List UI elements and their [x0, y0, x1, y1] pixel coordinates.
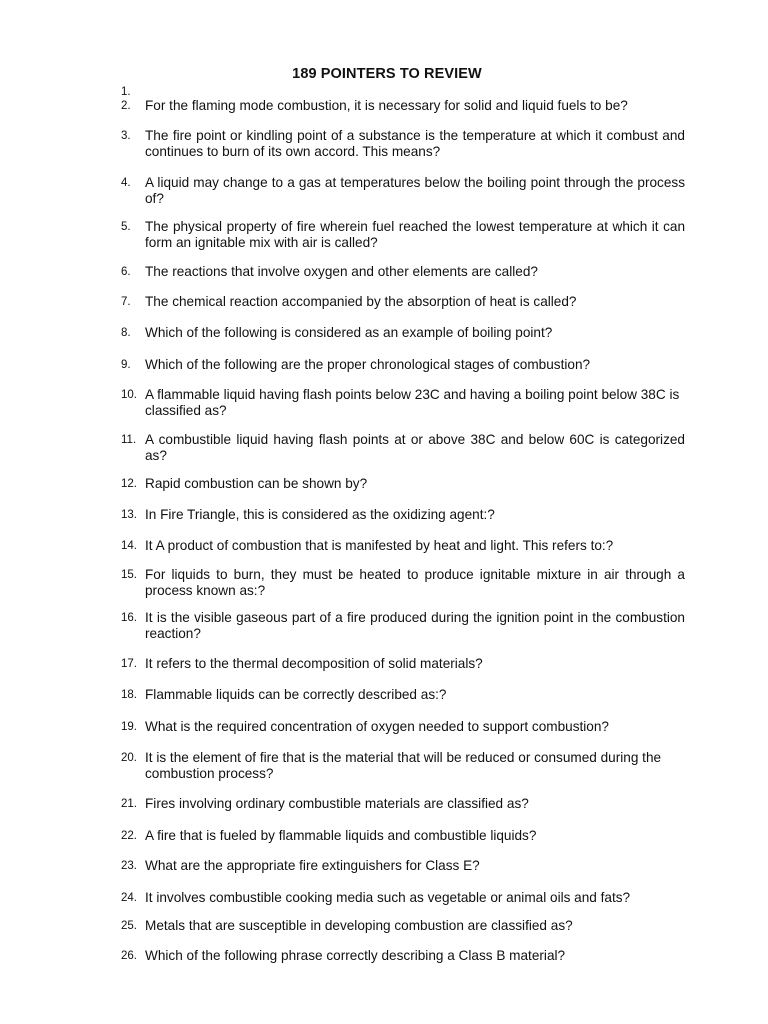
list-item — [121, 219, 685, 250]
list-item — [121, 128, 685, 159]
item-number: 8. — [121, 327, 131, 339]
item-number: 6. — [121, 266, 131, 278]
item-text: The chemical reaction accompanied by the absorption of heat is called? — [145, 294, 577, 309]
item-text: A liquid may change to a gas at temperatures below the boiling point through the process of? — [145, 175, 685, 206]
list-item — [121, 719, 685, 735]
list-item — [121, 687, 685, 703]
list-item — [121, 325, 685, 341]
item-number: 24. — [121, 892, 137, 904]
item-text: It A product of combustion that is manifested by heat and light. This refers to:? — [145, 538, 614, 553]
item-number: 20. — [121, 752, 137, 764]
list-item — [121, 98, 685, 114]
item-text: It is the element of fire that is the material that will be reduced or consumed during the combustion process? — [145, 750, 662, 781]
item-number: 19. — [121, 721, 137, 733]
list-item — [121, 610, 685, 641]
list-item — [121, 264, 685, 280]
item-text: It refers to the thermal decomposition of solid materials? — [145, 656, 483, 671]
list-item — [121, 357, 685, 373]
item-text: Fires involving ordinary combustible materials are classified as? — [145, 796, 529, 811]
item-text: For the flaming mode combustion, it is necessary for solid and liquid fuels to be? — [145, 98, 628, 113]
item-number: 14. — [121, 540, 137, 552]
item-number: 26. — [121, 950, 137, 962]
document-title: 189 POINTERS TO REVIEW — [292, 66, 482, 82]
item-text: A fire that is fueled by flammable liquids and combustible liquids? — [145, 828, 537, 843]
list-item — [121, 890, 685, 906]
list-item — [121, 476, 685, 492]
list-item — [121, 858, 685, 874]
item-text: It is the visible gaseous part of a fire produced during the ignition point in the combustion reaction? — [145, 610, 685, 641]
item-text: What is the required concentration of oxygen needed to support combustion? — [145, 719, 609, 734]
list-item — [121, 538, 685, 554]
item-number: 4. — [121, 177, 131, 189]
item-number: 3. — [121, 130, 131, 142]
item-text: Which of the following phrase correctly describing a Class B material? — [145, 948, 566, 963]
item-number: 9. — [121, 359, 131, 371]
item-number: 11. — [121, 434, 137, 446]
item-number: 7. — [121, 296, 131, 308]
item-number: 13. — [121, 509, 137, 521]
item-number: 12. — [121, 478, 137, 490]
list-item — [121, 432, 685, 463]
item-number: 21. — [121, 798, 137, 810]
item-number: 15. — [121, 569, 137, 581]
item-text: The reactions that involve oxygen and other elements are called? — [145, 264, 538, 279]
item-text: It involves combustible cooking media such as vegetable or animal oils and fats? — [145, 890, 631, 905]
item-text: A flammable liquid having flash points below 23C and having a boiling point below 38C is classified as? — [145, 387, 680, 418]
item-text: What are the appropriate fire extinguishers for Class E? — [145, 858, 480, 873]
item-text: Which of the following are the proper chronological stages of combustion? — [145, 357, 591, 372]
list-item — [121, 750, 685, 781]
list-item — [121, 567, 685, 598]
item-text: The fire point or kindling point of a substance is the temperature at which it combust and continues to burn of its own accord. This means? — [145, 128, 685, 159]
item-text: In Fire Triangle, this is considered as the oxidizing agent:? — [145, 507, 495, 522]
list-item — [121, 507, 685, 523]
list-item — [121, 175, 685, 206]
list-item — [121, 656, 685, 672]
item-number: 16. — [121, 612, 137, 624]
item-number: 10. — [121, 389, 137, 401]
item-number: 2. — [121, 100, 131, 112]
list-item — [121, 796, 685, 812]
list-item — [121, 918, 685, 934]
item-text: Metals that are susceptible in developing combustion are classified as? — [145, 918, 573, 933]
item-text: The physical property of fire wherein fuel reached the lowest temperature at which it can form an ignitable mix with air is called? — [145, 219, 685, 250]
item-number: 18. — [121, 689, 137, 701]
item-text: Which of the following is considered as an example of boiling point? — [145, 325, 553, 340]
item-number: 25. — [121, 920, 137, 932]
item-number: 17. — [121, 658, 137, 670]
list-item — [121, 387, 685, 418]
item-text: For liquids to burn, they must be heated to produce ignitable mixture in air through a process known as:? — [145, 567, 685, 598]
item-number: 5. — [121, 221, 131, 233]
item-text: A combustible liquid having flash points at or above 38C and below 60C is categorized as? — [145, 432, 685, 463]
item-number: 1. — [121, 86, 131, 98]
item-text: Rapid combustion can be shown by? — [145, 476, 368, 491]
item-number: 23. — [121, 860, 137, 872]
list-item — [121, 828, 685, 844]
list-item — [121, 294, 685, 310]
item-text: Flammable liquids can be correctly described as:? — [145, 687, 447, 702]
item-number: 22. — [121, 830, 137, 842]
list-item — [121, 948, 685, 964]
